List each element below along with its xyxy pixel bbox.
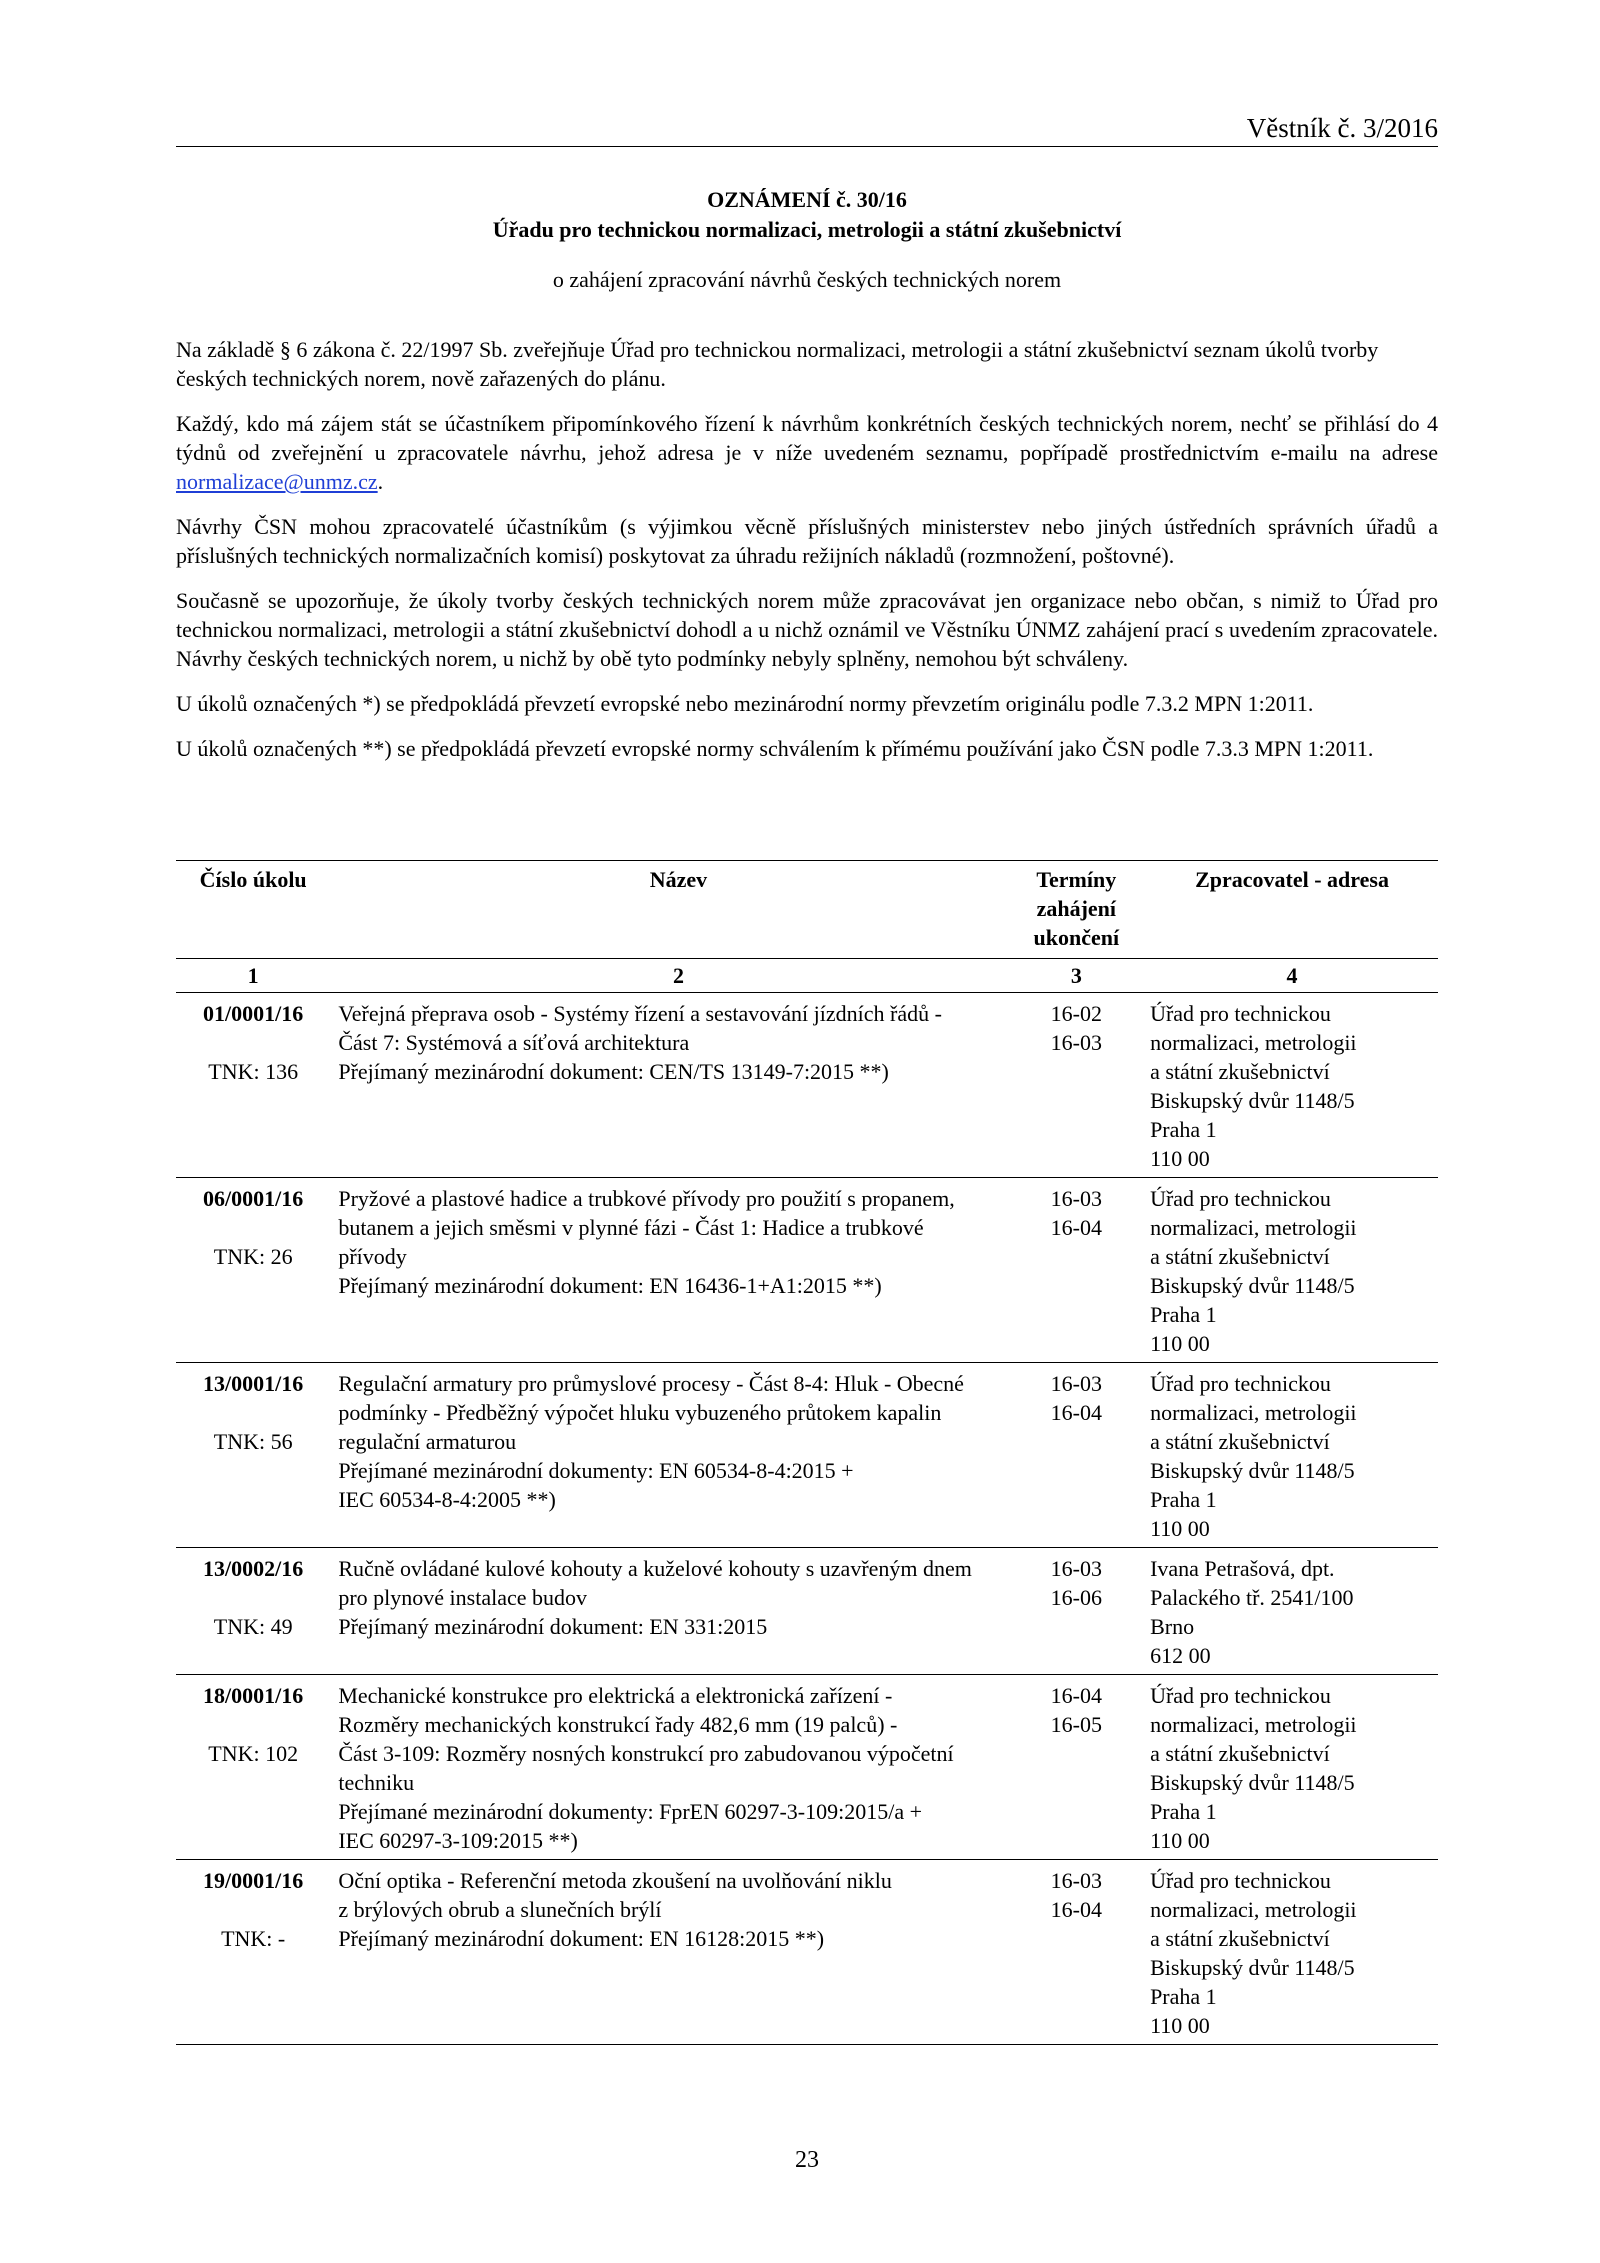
cell-name [330,1860,1022,2045]
table-header-row [176,861,1438,959]
task-name-line: Přejímané mezinárodní dokumenty: EN 60534-8-4:2015 + [338,1458,854,1483]
term-start: 16-03 [1050,1556,1102,1581]
task-name-line: Přejímaný mezinárodní dokument: EN 331:2015 [338,1614,768,1639]
header-task-number: Číslo úkolu [176,861,330,959]
address-line: Biskupský dvůr 1148/5 [1150,1458,1355,1483]
table-body [176,993,1438,2045]
task-name-line: Přejímaný mezinárodní dokument: EN 16128:2015 **) [338,1926,825,1951]
table-row [176,1860,1438,2045]
cell-task-number [176,1178,330,1363]
tnk-label: TNK: - [221,1926,286,1951]
address-line: Biskupský dvůr 1148/5 [1150,1770,1355,1795]
cell-task-number [176,1675,330,1860]
address-line: 110 00 [1150,1516,1210,1541]
cell-processor-address [1130,1860,1438,2045]
address-line: a státní zkušebnictví [1150,1926,1330,1951]
tnk-label: TNK: 56 [213,1429,293,1454]
journal-header: Věstník č. 3/2016 [1246,113,1438,143]
address-line: normalizaci, metrologii [1150,1712,1357,1737]
address-line: normalizaci, metrologii [1150,1030,1357,1055]
cell-task-number [176,993,330,1178]
term-end: 16-03 [1050,1030,1102,1055]
address-line: Biskupský dvůr 1148/5 [1150,1273,1355,1298]
header-processor: Zpracovatel - adresa [1130,861,1438,959]
address-line: Úřad pro technickou [1150,1683,1331,1708]
term-start: 16-02 [1050,1001,1102,1026]
announcement-subject: o zahájení zpracování návrhů českých technických norem [552,267,1062,292]
task-name-line: Ručně ovládané kulové kohouty a kuželové kohouty s uzavřeným dnem [338,1556,972,1581]
address-line: a státní zkušebnictví [1150,1244,1330,1269]
cell-name [330,1675,1022,1860]
tnk-label: TNK: 26 [213,1244,293,1269]
table-row [176,1548,1438,1675]
column-number-4: 4 [1130,959,1438,993]
address-line: 612 00 [1150,1643,1211,1668]
task-name-line: IEC 60297-3-109:2015 **) [338,1828,578,1853]
term-end: 16-06 [1050,1585,1102,1610]
body-text [176,335,1438,779]
address-line: normalizaci, metrologii [1150,1400,1357,1425]
address-line: 110 00 [1150,2013,1210,2038]
task-number: 13/0001/16 [203,1371,304,1396]
cell-processor-address [1130,1363,1438,1548]
header-rule [176,146,1438,147]
header-terms-line3: ukončení [1033,925,1120,950]
table-column-numbers-row [176,959,1438,993]
address-line: Praha 1 [1150,1487,1217,1512]
header-name: Název [330,861,1022,959]
task-number: 13/0002/16 [203,1556,304,1581]
cell-terms [1023,1548,1131,1675]
table-row [176,993,1438,1178]
term-end: 16-04 [1050,1897,1102,1922]
address-line: Úřad pro technickou [1150,1001,1331,1026]
cell-terms [1023,993,1131,1178]
address-line: Ivana Petrašová, dpt. [1150,1556,1335,1581]
cell-processor-address [1130,993,1438,1178]
cell-task-number [176,1860,330,2045]
column-number-1: 1 [176,959,330,993]
task-name-line: Oční optika - Referenční metoda zkoušení na uvolňování niklu [338,1868,892,1893]
address-line: Praha 1 [1150,1984,1217,2009]
task-name-line: IEC 60534-8-4:2005 **) [338,1487,556,1512]
header-terms-line1: Termíny [1036,867,1117,892]
term-start: 16-04 [1050,1683,1102,1708]
task-name-line: Část 3-109: Rozměry nosných konstrukcí pro zabudovanou výpočetní [338,1741,954,1766]
address-line: Úřad pro technickou [1150,1868,1331,1893]
task-number: 18/0001/16 [203,1683,304,1708]
address-line: Biskupský dvůr 1148/5 [1150,1955,1355,1980]
address-line: 110 00 [1150,1146,1210,1171]
page-number: 23 [795,2147,819,2173]
cell-terms [1023,1675,1131,1860]
task-name-line: Část 7: Systémová a síťová architektura [338,1030,690,1055]
address-line: Praha 1 [1150,1799,1217,1824]
table-row [176,1363,1438,1548]
announcement-title: OZNÁMENÍ č. 30/16 [707,187,907,212]
cell-name [330,993,1022,1178]
task-name-line: butanem a jejich směsmi v plynné fázi - Část 1: Hadice a trubkové [338,1215,924,1240]
tnk-label: TNK: 102 [208,1741,299,1766]
task-name-line: Rozměry mechanických konstrukcí řady 482,6 mm (19 palců) - [338,1712,898,1737]
tnk-label: TNK: 136 [208,1059,299,1084]
cell-processor-address [1130,1178,1438,1363]
task-name-line: Přejímaný mezinárodní dokument: EN 16436-1+A1:2015 **) [338,1273,882,1298]
tasks-table [176,860,1438,2045]
term-end: 16-04 [1050,1400,1102,1425]
term-end: 16-04 [1050,1215,1102,1240]
task-name-line: Mechanické konstrukce pro elektrická a elektronická zařízení - [338,1683,893,1708]
header-terms-line2: zahájení [1036,896,1117,921]
paragraph-participation-text: Každý, kdo má zájem stát se účastníkem připomínkového řízení k návrhům konkrétních českých technických norem, nechť se přihlásí do 4 týdnů od zveřejnění u zpracovatele návrhu, jehož adresa je v níže uvedeném seznamu, popřípadě prostřednictvím e-mailu na adrese [176,411,1438,465]
address-line: Brno [1150,1614,1195,1639]
cell-processor-address [1130,1548,1438,1675]
announcement-issuer: Úřadu pro technickou normalizaci, metrologii a státní zkušebnictví [492,217,1122,242]
header-terms [1023,861,1131,959]
paragraph-notice: Současně se upozorňuje, že úkoly tvorby českých technických norem může zpracovávat jen organizace nebo občan, s nimiž to Úřad pro technickou normalizaci, metrologii a státní zkušebnictví dohodl a u nichž oznámil ve Věstníku ÚNMZ zahájení prací s uvedením zpracovatele. Návrhy českých technických norem, u nichž by obě tyto podmínky nebyly splněny, nemohou být schváleny. [176,588,1438,671]
address-line: Palackého tř. 2541/100 [1150,1585,1354,1610]
column-number-3: 3 [1023,959,1131,993]
column-number-2: 2 [330,959,1022,993]
task-number: 19/0001/16 [203,1868,304,1893]
document-page [176,0,1438,2263]
cell-terms [1023,1363,1131,1548]
paragraph-legal-basis: Na základě § 6 zákona č. 22/1997 Sb. zveřejňuje Úřad pro technickou normalizaci, metrologii a státní zkušebnictví seznam úkolů tvorby českých technických norem, nově zařazených do plánu. [176,337,1379,391]
title-block [176,185,1438,295]
address-line: Úřad pro technickou [1150,1186,1331,1211]
address-line: 110 00 [1150,1828,1210,1853]
task-name-line: podmínky - Předběžný výpočet hluku vybuzeného průtokem kapalin [338,1400,942,1425]
address-line: normalizaci, metrologii [1150,1897,1357,1922]
cell-terms [1023,1178,1131,1363]
address-line: Praha 1 [1150,1117,1217,1142]
address-line: normalizaci, metrologii [1150,1215,1357,1240]
task-name-line: Pryžové a plastové hadice a trubkové přívody pro použití s propanem, [338,1186,955,1211]
term-start: 16-03 [1050,1186,1102,1211]
cell-name [330,1178,1022,1363]
table-row [176,1178,1438,1363]
tnk-label: TNK: 49 [213,1614,293,1639]
task-name-line: pro plynové instalace budov [338,1585,588,1610]
cell-terms [1023,1860,1131,2045]
cell-task-number [176,1363,330,1548]
cell-name [330,1548,1022,1675]
term-end: 16-05 [1050,1712,1102,1737]
address-line: a státní zkušebnictví [1150,1429,1330,1454]
address-line: Praha 1 [1150,1302,1217,1327]
cell-name [330,1363,1022,1548]
address-line: 110 00 [1150,1331,1210,1356]
task-name-line: techniku [338,1770,415,1795]
paragraph-note-double-asterisk: U úkolů označených **) se předpokládá převzetí evropské normy schválením k přímému používání jako ČSN podle 7.3.3 MPN 1:2011. [176,736,1374,761]
paragraph-participation [176,409,1438,496]
address-line: Biskupský dvůr 1148/5 [1150,1088,1355,1113]
task-name-line: regulační armaturou [338,1429,517,1454]
term-start: 16-03 [1050,1868,1102,1893]
address-line: Úřad pro technickou [1150,1371,1331,1396]
paragraph-participation-end: . [377,469,384,494]
task-name-line: Regulační armatury pro průmyslové procesy - Část 8-4: Hluk - Obecné [338,1371,964,1396]
task-number: 01/0001/16 [203,1001,304,1026]
task-name-line: Přejímané mezinárodní dokumenty: FprEN 60297-3-109:2015/a + [338,1799,923,1824]
task-number: 06/0001/16 [203,1186,304,1211]
task-name-line: Přejímaný mezinárodní dokument: CEN/TS 13149-7:2015 **) [338,1059,889,1084]
term-start: 16-03 [1050,1371,1102,1396]
task-name-line: přívody [338,1244,407,1269]
task-name-line: z brýlových obrub a slunečních brýlí [338,1897,662,1922]
paragraph-note-single-asterisk: U úkolů označených *) se předpokládá převzetí evropské nebo mezinárodní normy převzetím originálu podle 7.3.2 MPN 1:2011. [176,691,1314,716]
email-link[interactable]: normalizace@unmz.cz [176,469,378,494]
address-line: a státní zkušebnictví [1150,1741,1330,1766]
cell-task-number [176,1548,330,1675]
task-name-line: Veřejná přeprava osob - Systémy řízení a sestavování jízdních řádů - [338,1001,942,1026]
cell-processor-address [1130,1675,1438,1860]
table-row [176,1675,1438,1860]
paragraph-drafts: Návrhy ČSN mohou zpracovatelé účastníkům (s výjimkou věcně příslušných ministerstev nebo jiných ústředních správních úřadů a příslušných technických normalizačních komisí) poskytovat za úhradu režijních nákladů (rozmnožení, poštovné). [176,514,1438,568]
address-line: a státní zkušebnictví [1150,1059,1330,1084]
